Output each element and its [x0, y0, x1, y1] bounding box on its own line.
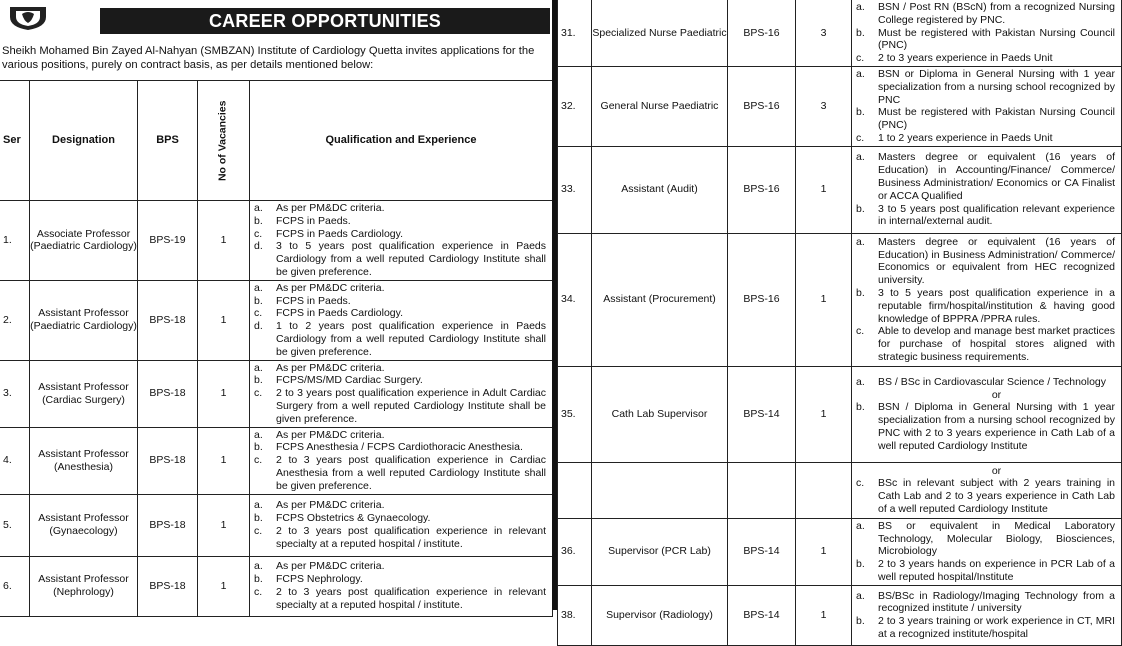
row-designation: Assistant Professor (Anesthesia) [30, 427, 138, 494]
row-vacancies: 3 [796, 66, 852, 146]
table-row [0, 556, 553, 616]
qualification-item: c. BSc in relevant subject with 2 years training in Cath Lab and 2 to 3 years experience in Cath Lab of a well reputed Cardiology Institute [856, 477, 1115, 516]
row-bps: BPS-18 [138, 556, 198, 616]
header-designation: Designation [30, 81, 138, 201]
qualification-item: or [991, 388, 1002, 401]
institute-logo-icon [6, 3, 50, 31]
row-designation: General Nurse Paediatric [592, 66, 728, 146]
row-bps: BPS-18 [138, 280, 198, 360]
row-qualifications [250, 556, 553, 616]
row-vacancies: 1 [198, 556, 250, 616]
row-ser: 2. [0, 280, 30, 360]
row-ser: 6. [0, 556, 30, 616]
row-designation [592, 462, 728, 518]
qualification-item: c. 1 to 2 years experience in Paeds Unit [856, 131, 1053, 144]
row-ser: 33. [558, 146, 592, 233]
row-qualifications [250, 280, 553, 360]
qualification-item: b. BSN / Diploma in General Nursing with 1 year specialization from a nursing school recognized by PNC with 2 to 3 years experience in Cath Lab of a well reputed Cardiology Institute [856, 401, 1115, 452]
qualification-item: a. As per PM&DC criteria. [254, 361, 385, 374]
row-bps: BPS-18 [138, 427, 198, 494]
qualification-item: b. FCPS Anesthesia / FCPS Cardiothoracic Anesthesia. [254, 441, 523, 454]
row-ser: 35. [558, 366, 592, 462]
row-vacancies: 1 [796, 518, 852, 585]
row-qualifications [250, 201, 553, 281]
qualification-item: c. 2 to 3 years post qualification experience in relevant specialty at a reputed hospital / institute. [254, 525, 546, 550]
qualification-item: a. BSN or Diploma in General Nursing with 1 year specialization from a nursing school recognized by PNC [856, 67, 1115, 106]
table-row [558, 518, 1122, 585]
row-ser: 31. [558, 0, 592, 66]
row-designation: Specialized Nurse Paediatric [592, 0, 728, 66]
qualification-item: b. FCPS/MS/MD Cardiac Surgery. [254, 374, 423, 387]
row-qualifications [852, 0, 1122, 66]
header-ser: Ser [0, 81, 30, 201]
row-vacancies: 1 [796, 585, 852, 645]
row-qualifications [250, 494, 553, 556]
header-qualification: Qualification and Experience [250, 81, 553, 201]
qualification-item: b. 3 to 5 years post qualification experience in a reputable firm/hospital/institution & having good knowledge of BPPRA /PPRA rules. [856, 286, 1115, 325]
row-qualifications [852, 146, 1122, 233]
table-row [558, 366, 1122, 462]
row-qualifications [852, 462, 1122, 518]
row-vacancies [796, 462, 852, 518]
row-designation: Assistant (Audit) [592, 146, 728, 233]
row-ser [558, 462, 592, 518]
qualification-item: b. 3 to 5 years post qualification relevant experience in internal/external audit. [856, 202, 1115, 228]
qualification-item: c. FCPS in Paeds Cardiology. [254, 227, 404, 240]
qualification-item: or [991, 464, 1002, 477]
qualification-item: b. FCPS in Paeds. [254, 214, 351, 227]
row-bps: BPS-14 [728, 518, 796, 585]
row-vacancies: 1 [198, 427, 250, 494]
qualification-item: a. As per PM&DC criteria. [254, 499, 385, 512]
qualification-item: c. FCPS in Paeds Cardiology. [254, 307, 404, 320]
qualification-item: a. BS or equivalent in Medical Laboratory Technology, Molecular Biology, Biosciences, Microbiology [856, 519, 1115, 558]
row-vacancies: 1 [796, 233, 852, 366]
qualification-item: b. Must be registered with Pakistan Nursing Council (PNC) [856, 26, 1115, 52]
row-bps: BPS-18 [138, 494, 198, 556]
table-row [558, 233, 1122, 366]
qualification-item: a. BSN / Post RN (BScN) from a recognized Nursing College registered by PNC. [856, 1, 1115, 26]
row-designation: Supervisor (PCR Lab) [592, 518, 728, 585]
row-designation: Assistant (Procurement) [592, 233, 728, 366]
qualification-item: a. As per PM&DC criteria. [254, 202, 385, 214]
qualification-item: a. Masters degree or equivalent (16 years of Education) in Business Administration/ Commerce/ Economics or equivalent from HEC recognized university. [856, 235, 1115, 287]
row-designation: Assistant Professor (Cardiac Surgery) [30, 360, 138, 427]
qualification-item: b. 2 to 3 years hands on experience in PCR Lab of a well reputed hospital/Institute [856, 558, 1115, 583]
row-bps: BPS-16 [728, 0, 796, 66]
qualification-item: c. 2 to 3 years post qualification experience in Cardiac Anesthesia from a well reputed Cardiology Institute shall be given preference. [254, 454, 546, 492]
row-designation: Assistant Professor (Gynaecology) [30, 494, 138, 556]
qualification-item: a. As per PM&DC criteria. [254, 281, 385, 294]
table-row [558, 66, 1122, 146]
table-header-row [0, 81, 553, 201]
table-row [0, 201, 553, 281]
table-row [0, 494, 553, 556]
row-ser: 5. [0, 494, 30, 556]
row-ser: 36. [558, 518, 592, 585]
row-bps [728, 462, 796, 518]
row-qualifications [852, 518, 1122, 585]
table-row [0, 360, 553, 427]
table-row [0, 427, 553, 494]
row-ser: 32. [558, 66, 592, 146]
row-ser: 38. [558, 585, 592, 645]
row-qualifications [852, 585, 1122, 645]
row-bps: BPS-19 [138, 201, 198, 281]
row-qualifications [852, 66, 1122, 146]
qualification-item: b. FCPS Nephrology. [254, 573, 363, 586]
row-vacancies: 1 [198, 201, 250, 281]
row-bps: BPS-18 [138, 360, 198, 427]
qualification-item: a. BS/BSc in Radiology/Imaging Technology from a recognized institute / university [856, 589, 1115, 615]
row-qualifications [250, 427, 553, 494]
header-vacancies: No of Vacancies [198, 81, 250, 201]
row-designation: Cath Lab Supervisor [592, 366, 728, 462]
qualification-item: c. 2 to 3 years post qualification experience in Adult Cardiac Surgery from a well reputed Cardiology Institute shall be given preference. [254, 387, 546, 425]
row-bps: BPS-16 [728, 233, 796, 366]
qualification-item: c. 2 to 3 years post qualification experience in relevant specialty at a reputed hospital / institute. [254, 586, 546, 611]
row-bps: BPS-14 [728, 366, 796, 462]
table-row [0, 280, 553, 360]
positions-table-right [557, 0, 1122, 646]
row-vacancies: 1 [796, 146, 852, 233]
qualification-item: b. Must be registered with Pakistan Nursing Council (PNC) [856, 106, 1115, 132]
table-row [558, 0, 1122, 66]
row-designation: Assistant Professor (Nephrology) [30, 556, 138, 616]
qualification-item: a. Masters degree or equivalent (16 years of Education) in Accounting/Finance/ Commerce/ Business Administration/ Economics or CA Finalist or ACCA Qualified [856, 151, 1115, 202]
row-bps: BPS-16 [728, 146, 796, 233]
qualification-item: d. 1 to 2 years post qualification experience in Paeds Cardiology from a well reputed Cardiology Institute shall be given preference. [254, 320, 546, 358]
row-ser: 34. [558, 233, 592, 366]
row-ser: 1. [0, 201, 30, 281]
table-row [558, 462, 1122, 518]
row-qualifications [852, 366, 1122, 462]
positions-table-left [0, 80, 553, 617]
row-bps: BPS-14 [728, 585, 796, 645]
qualification-item: c. Able to develop and manage best market practices for purchase of hospital stores aligned with strategic business requirements. [856, 325, 1115, 363]
qualification-item: d. 3 to 5 years post qualification experience in Paeds Cardiology from a well reputed Cardiology Institute shall be given preference. [254, 240, 546, 278]
row-vacancies: 1 [796, 366, 852, 462]
qualification-item: b. FCPS in Paeds. [254, 294, 351, 307]
qualification-item: b. 2 to 3 years training or work experience in CT, MRI at a recognized institute/hospital [856, 615, 1115, 641]
row-bps: BPS-16 [728, 66, 796, 146]
intro-text: Sheikh Mohamed Bin Zayed Al-Nahyan (SMBZAN) Institute of Cardiology Quetta invites applications for the various positions, purely on contract basis, as per details mentioned below: [2, 45, 535, 72]
qualification-item: a. As per PM&DC criteria. [254, 560, 385, 573]
right-column [557, 0, 1120, 641]
qualification-item: c. 2 to 3 years experience in Paeds Unit [856, 52, 1053, 65]
table-row [558, 585, 1122, 645]
row-vacancies: 1 [198, 494, 250, 556]
page-title: CAREER OPPORTUNITIES [100, 8, 550, 34]
row-designation: Assistant Professor (Paediatric Cardiology) [30, 280, 138, 360]
table-row [558, 146, 1122, 233]
row-vacancies: 3 [796, 0, 852, 66]
header-bps: BPS [138, 81, 198, 201]
row-qualifications [852, 233, 1122, 366]
qualification-item: a. As per PM&DC criteria. [254, 428, 385, 441]
row-designation: Associate Professor (Paediatric Cardiology) [30, 201, 138, 281]
left-column [0, 0, 552, 610]
row-vacancies: 1 [198, 360, 250, 427]
qualification-item: b. FCPS Obstetrics & Gynaecology. [254, 512, 431, 525]
row-qualifications [250, 360, 553, 427]
row-ser: 3. [0, 360, 30, 427]
row-vacancies: 1 [198, 280, 250, 360]
row-ser: 4. [0, 427, 30, 494]
qualification-item: a. BS / BSc in Cardiovascular Science / Technology [856, 375, 1107, 388]
row-designation: Supervisor (Radiology) [592, 585, 728, 645]
